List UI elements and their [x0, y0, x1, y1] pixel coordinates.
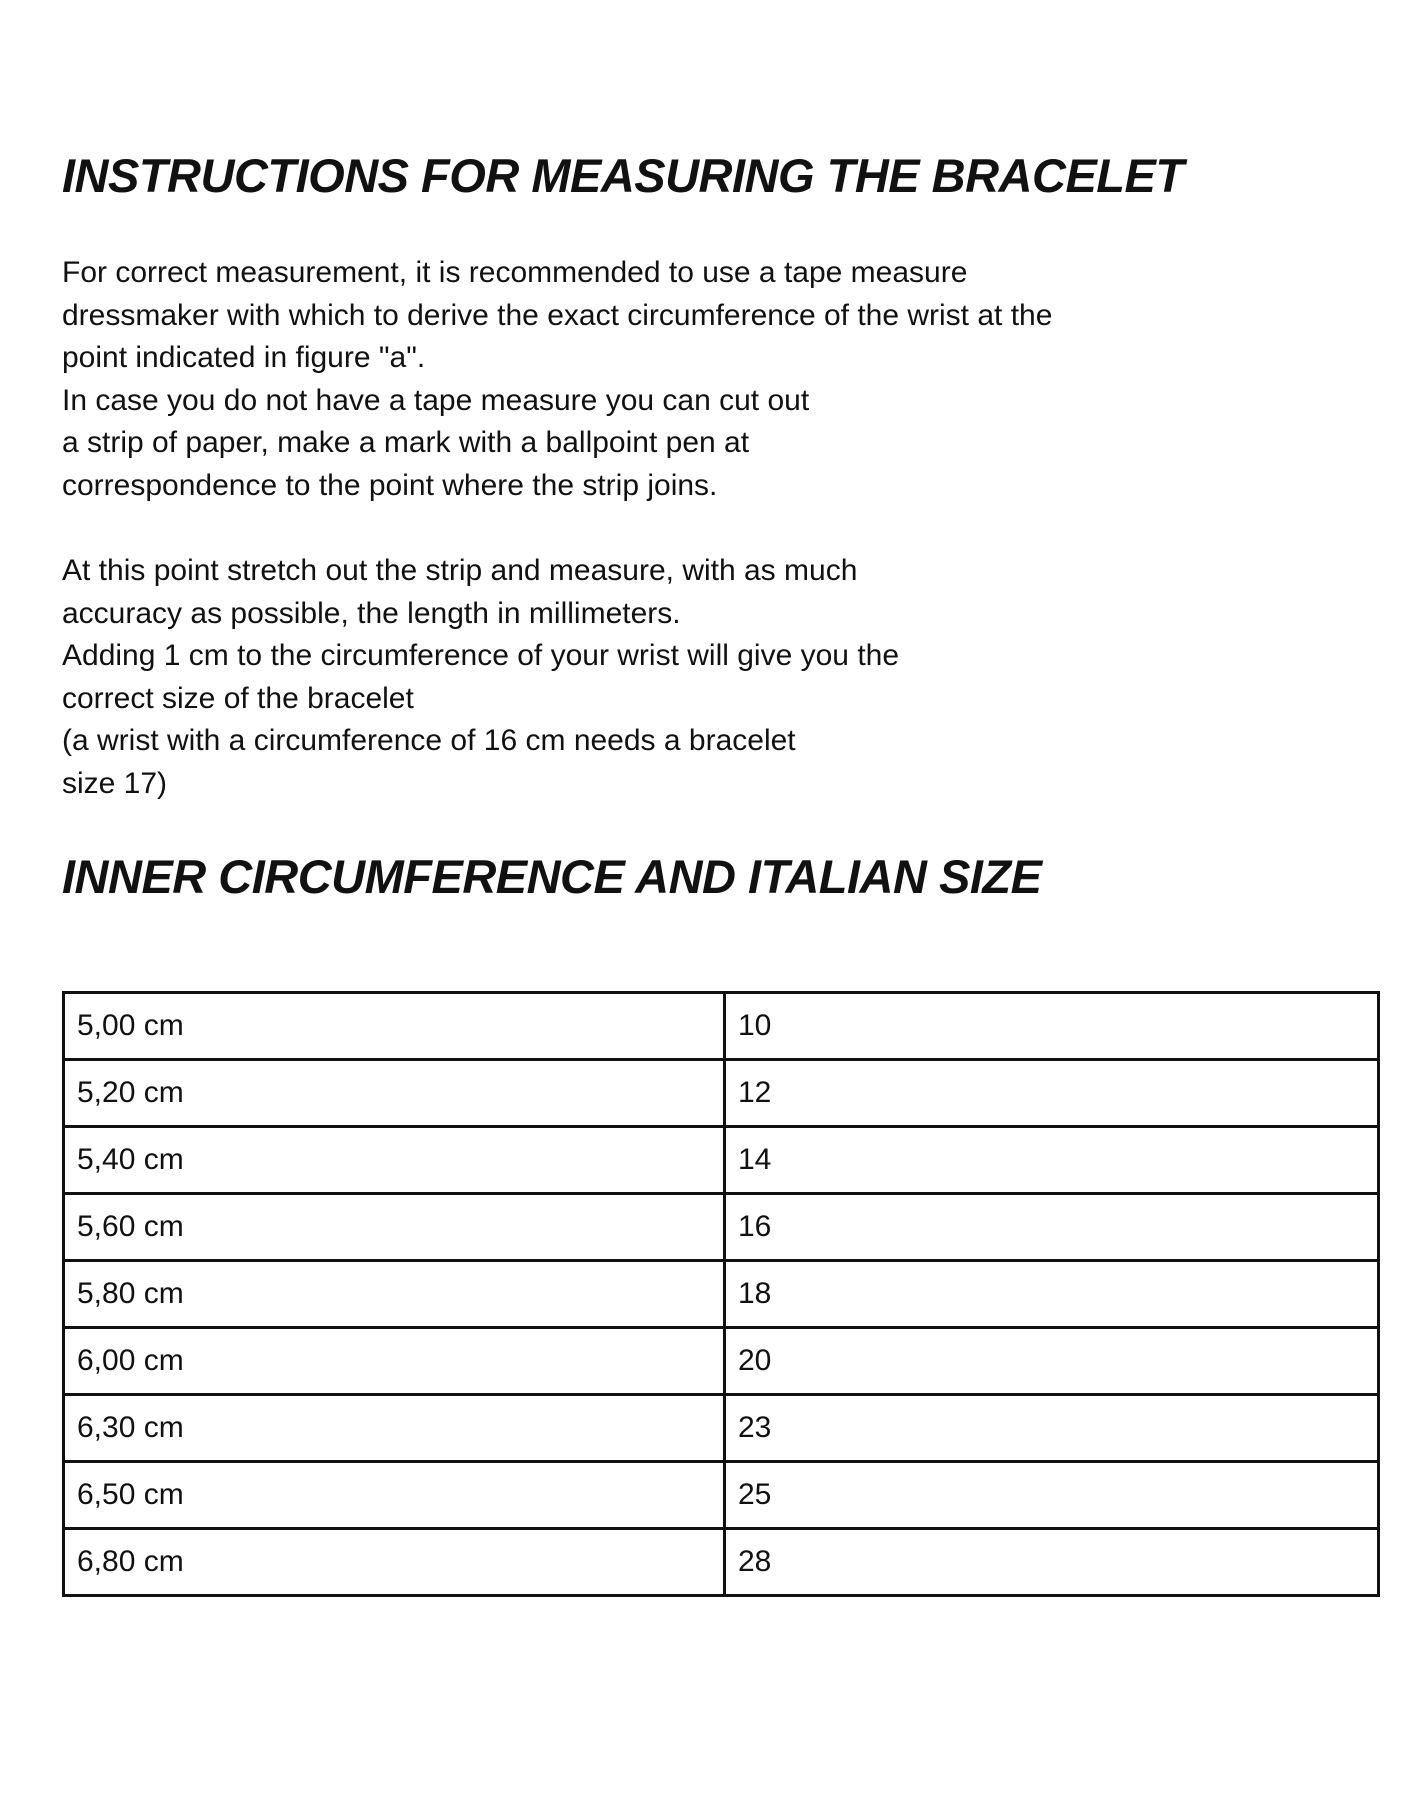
- table-row: [64, 1060, 1379, 1127]
- sizing-paragraph: [62, 550, 899, 805]
- table-row: [64, 1261, 1379, 1328]
- table-row: [64, 1328, 1379, 1395]
- table-row: [64, 1529, 1379, 1596]
- paragraph-line: size 17): [62, 766, 168, 800]
- circumference-cell: 6,50 cm: [64, 1462, 725, 1529]
- circumference-cell: 5,20 cm: [64, 1060, 725, 1127]
- paragraph-line: a strip of paper, make a mark with a ballpoint pen at: [62, 426, 750, 459]
- italian-size-cell: 14: [725, 1127, 1379, 1194]
- circumference-cell: 6,80 cm: [64, 1529, 725, 1596]
- instructions-paragraph: [62, 252, 1052, 507]
- page-title: INSTRUCTIONS FOR MEASURING THE BRACELET: [62, 149, 1184, 202]
- italian-size-cell: 25: [725, 1462, 1379, 1529]
- italian-size-cell: 23: [725, 1395, 1379, 1462]
- italian-size-cell: 28: [725, 1529, 1379, 1596]
- paragraph-line: (a wrist with a circumference of 16 cm needs a bracelet: [62, 724, 796, 757]
- italian-size-cell: 10: [725, 993, 1379, 1060]
- italian-size-cell: 18: [725, 1261, 1379, 1328]
- paragraph-line: correct size of the bracelet: [62, 681, 414, 715]
- italian-size-cell: 12: [725, 1060, 1379, 1127]
- circumference-cell: 5,80 cm: [64, 1261, 725, 1328]
- table-row: [64, 993, 1379, 1060]
- paragraph-line: In case you do not have a tape measure you can cut out: [62, 383, 810, 417]
- paragraph-line: correspondence to the point where the strip joins.: [62, 468, 718, 502]
- table-row: [64, 1127, 1379, 1194]
- section-title: INNER CIRCUMFERENCE AND ITALIAN SIZE: [62, 850, 1042, 903]
- circumference-cell: 6,30 cm: [64, 1395, 725, 1462]
- paragraph-line: Adding 1 cm to the circumference of your wrist will give you the: [62, 639, 900, 672]
- circumference-cell: 5,40 cm: [64, 1127, 725, 1194]
- paragraph-line: accuracy as possible, the length in millimeters.: [62, 596, 681, 630]
- paragraph-line: dressmaker with which to derive the exact circumference of the wrist at the: [62, 298, 1053, 332]
- italian-size-cell: 16: [725, 1194, 1379, 1261]
- circumference-cell: 6,00 cm: [64, 1328, 725, 1395]
- circumference-cell: 5,60 cm: [64, 1194, 725, 1261]
- paragraph-line: For correct measurement, it is recommended to use a tape measure: [62, 256, 968, 289]
- italian-size-cell: 20: [725, 1328, 1379, 1395]
- circumference-cell: 5,00 cm: [64, 993, 725, 1060]
- size-table: [62, 991, 1380, 1597]
- table-row: [64, 1395, 1379, 1462]
- paragraph-line: point indicated in figure "a".: [62, 341, 426, 374]
- table-row: [64, 1462, 1379, 1529]
- paragraph-line: At this point stretch out the strip and measure, with as much: [62, 554, 858, 587]
- table-row: [64, 1194, 1379, 1261]
